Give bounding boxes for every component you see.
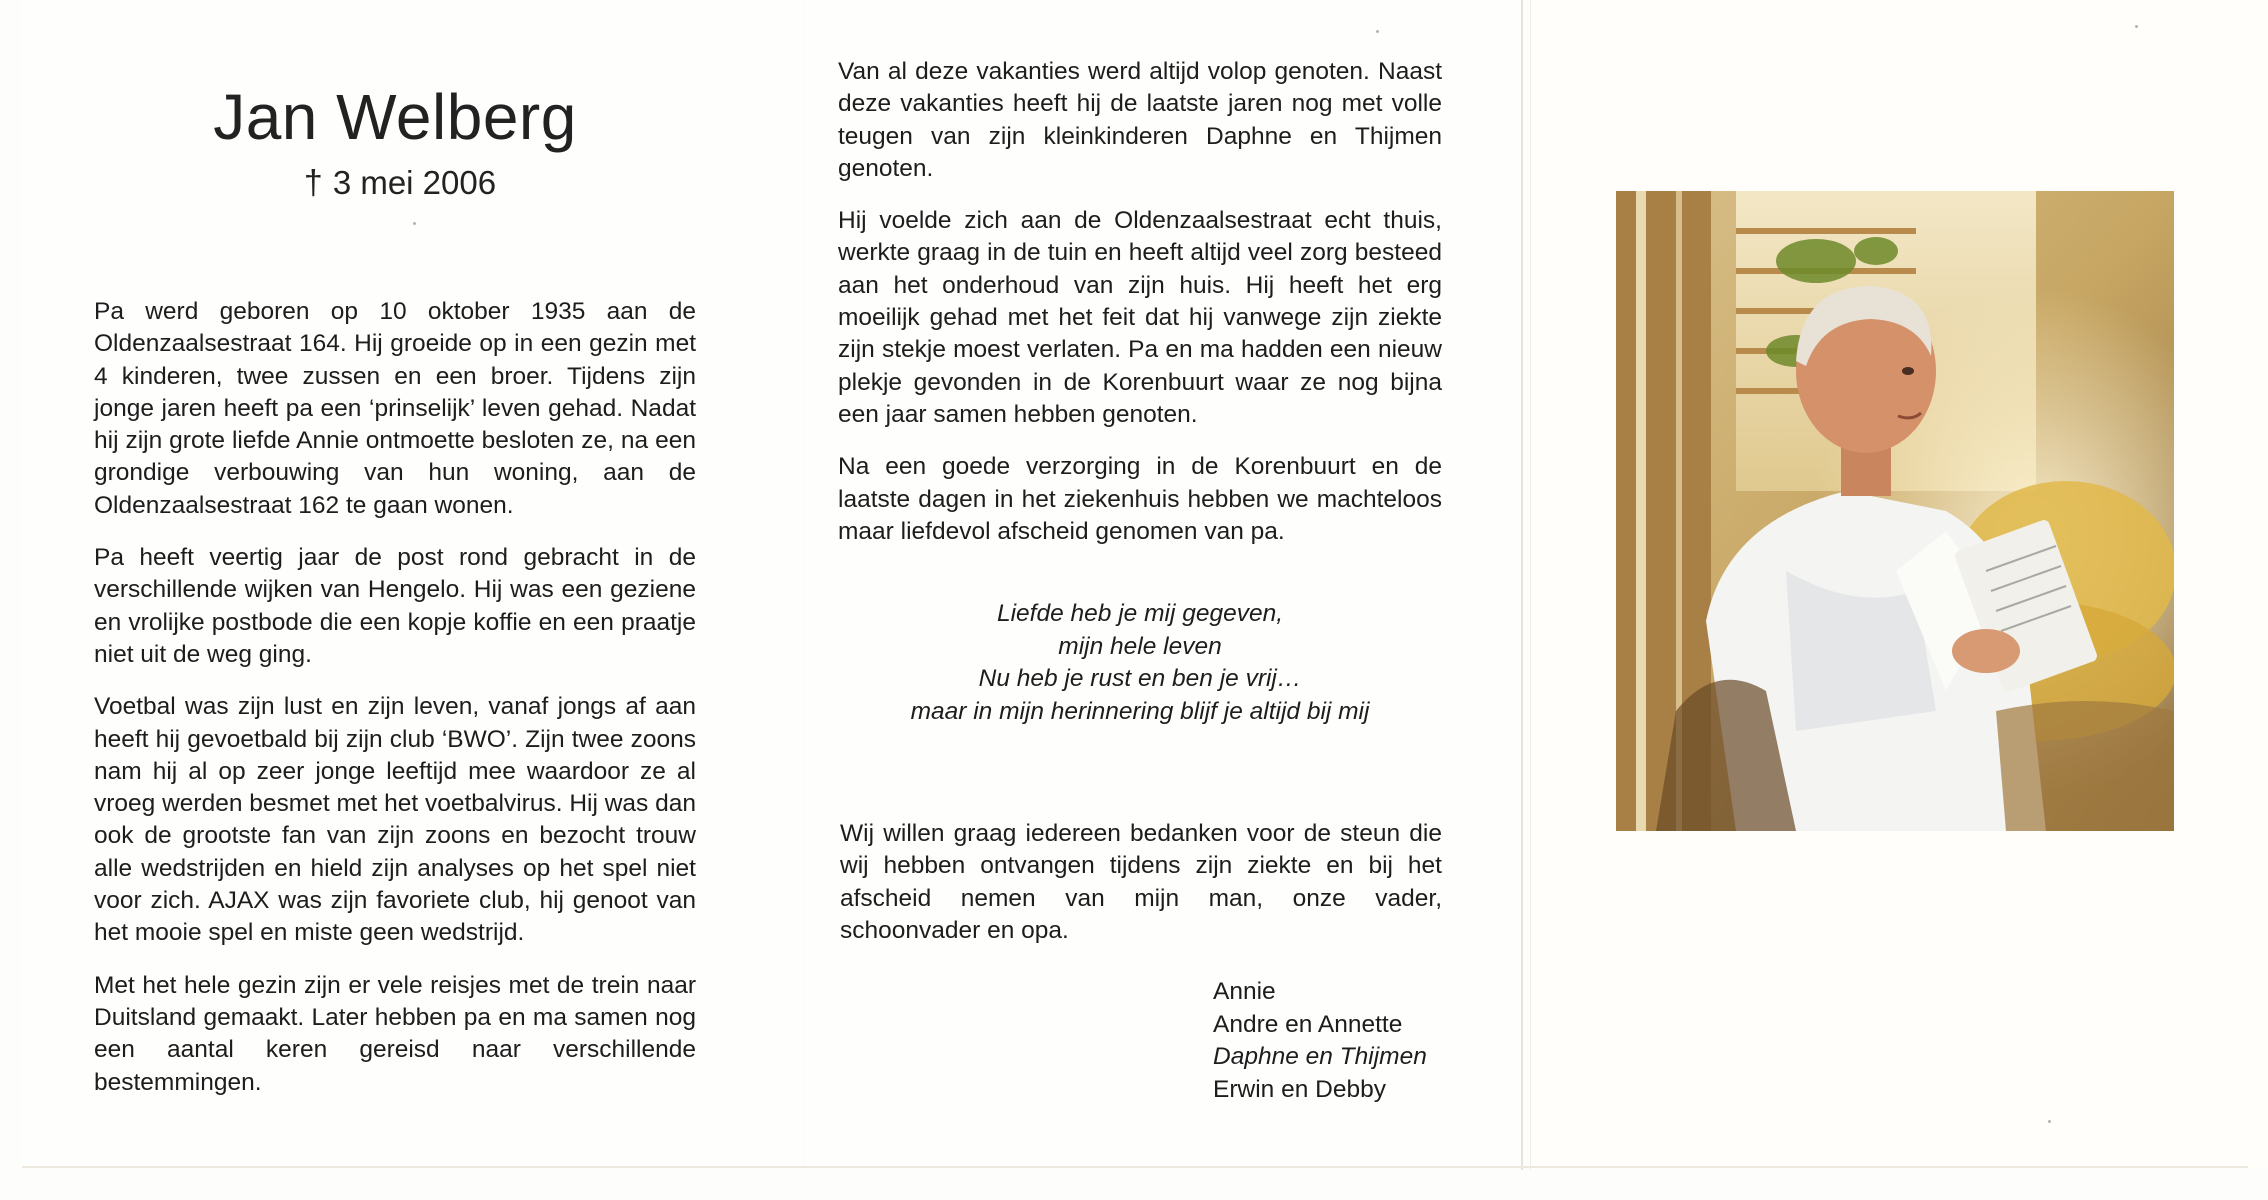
poem-line: Nu heb je rust en ben je vrij… (978, 665, 1302, 692)
paper-speck (2135, 25, 2138, 28)
paragraph: Van al deze vakanties werd altijd volop genoten. Naast deze vakanties heeft hij de laatste jaren nog met volle teugen van zijn kleinkinderen Daphne en Thijmen genoten. (838, 58, 1442, 182)
family-signatures (1213, 976, 1473, 1106)
signature-line: Andre en Annette (1213, 1010, 1403, 1038)
signature-line: Annie (1213, 978, 1276, 1005)
bottom-edge (22, 1166, 2248, 1168)
death-date-line (250, 164, 550, 203)
signature-line: Daphne en Thijmen (1213, 1043, 1427, 1070)
portrait-photo (1616, 191, 2174, 831)
paragraph: Voetbal was zijn lust en zijn leven, vanaf jongs af aan heeft hij gevoetbald bij zijn club ‘BWO’. Zijn twee zoons nam hij al op zeer jonge leeftijd mee waardoor ze al vroeg werden besmet met het voetbalvirus. Hij was dan ook de grootste fan van zijn zoons en bezocht trouw alle wedstrijden en hield zijn analyses op het spel niet voor zich. AJAX was zijn favoriete club, hij genoot van het mooie spel en miste geen wedstrijd. (94, 693, 696, 947)
thank-you-text: Wij willen graag iedereen bedanken voor de steun die wij hebben ontvangen tijdens zijn ziekte en bij het afscheid nemen van mijn man, onze vader, schoonvader en opa. (840, 820, 1442, 944)
poem-line: mijn hele leven (1058, 632, 1222, 660)
paragraph: Hij voelde zich aan de Oldenzaalsestraat echt thuis, werkte graag in de tuin en heeft altijd veel zorg besteed aan het onderhoud van zijn huis. Hij heeft het erg moeilijk gehad met het feit dat hij vanwege zijn ziekte zijn stekje moest verlaten. Pa en ma hadden een nieuw plekje gevonden in de Korenbuurt waar ze nog bijna een jaar samen hebben genoten. (838, 207, 1442, 428)
deceased-name: Jan Welberg (213, 81, 577, 153)
paper-speck (1376, 30, 1379, 33)
paper-speck (413, 222, 416, 225)
poem (880, 598, 1400, 728)
portrait-illustration (1616, 191, 2174, 831)
biography-left-column (94, 296, 696, 1119)
poem-line: maar in mijn herinnering blijf je altijd bij mij (910, 697, 1370, 725)
biography-middle-column (838, 56, 1442, 568)
signature-line: Erwin en Debby (1213, 1075, 1386, 1103)
paragraph: Pa werd geboren op 10 oktober 1935 aan de Oldenzaalsestraat 164. Hij groeide op in een gezin met 4 kinderen, twee zussen en een broer. Tijdens zijn jonge jaren heeft pa een ‘prinselijk’ leven gehad. Nadat hij zijn grote liefde Annie ontmoette besloten ze, na een grondige verbouwing van hun woning, aan de Oldenzaalsestraat 162 te gaan wonen. (94, 298, 696, 519)
paragraph: Pa heeft veertig jaar de post rond gebracht in de verschillende wijken van Hengelo. Hij was een geziene en vrolijke postbode die een kopje koffie en een praatje niet uit de weg ging. (94, 544, 696, 668)
paper-speck (2048, 1120, 2051, 1123)
paragraph: Met het hele gezin zijn er vele reisjes met de trein naar Duitsland gemaakt. Later hebben pa en ma samen nog een aantal keren gereisd naar verschillende bestemmingen. (94, 971, 696, 1096)
death-date: 3 mei 2006 (332, 164, 497, 201)
poem-line: Liefde heb je mij gegeven, (996, 600, 1284, 627)
paragraph: Na een goede verzorging in de Korenbuurt en de laatste dagen in het ziekenhuis hebben we machteloos maar liefdevol afscheid genomen van pa. (838, 453, 1442, 545)
cross-icon: † (303, 164, 323, 202)
